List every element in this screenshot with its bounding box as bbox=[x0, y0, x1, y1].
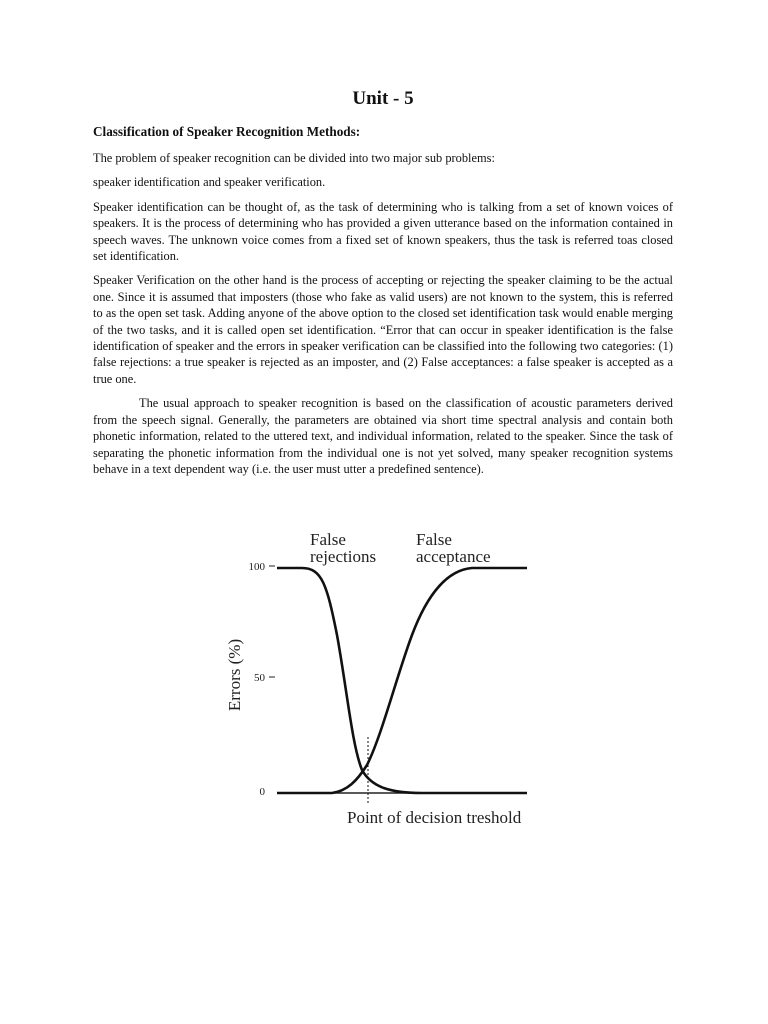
false-acceptance-curve bbox=[277, 568, 527, 793]
error-rate-figure bbox=[222, 525, 542, 830]
false-acceptance-label-line2: acceptance bbox=[416, 547, 491, 566]
false-rejections-curve bbox=[277, 568, 527, 793]
y-axis-label: Errors (%) bbox=[225, 638, 244, 712]
false-rejections-label-line1: False bbox=[310, 530, 346, 549]
y-tick-50: 50 bbox=[254, 672, 265, 684]
document-page bbox=[93, 88, 673, 485]
paragraph-1: The problem of speaker recognition can be divided into two major sub problems: bbox=[93, 151, 495, 165]
y-tick-100: 100 bbox=[248, 561, 265, 573]
error-curve-diagram bbox=[222, 525, 542, 830]
false-rejections-label-line2: rejections bbox=[310, 547, 377, 566]
page-title: Unit - 5 bbox=[352, 88, 414, 109]
x-axis-label: Point of decision treshold bbox=[347, 808, 522, 827]
paragraph-3: Speaker identification can be thought of, as the task of determining who is talking from a set of known voices of speakers. It is the process of determining who has provided a given utterance based on the information contained in speech waves. The unknown voice comes from a fixed set of known speakers, thus the task is referred toas closed set identification. bbox=[93, 199, 673, 264]
paragraph-2: speaker identification and speaker verification. bbox=[93, 175, 326, 190]
false-acceptance-label-line1: False bbox=[416, 530, 452, 549]
section-heading: Classification of Speaker Recognition Methods: bbox=[93, 124, 361, 139]
paragraph-5: The usual approach to speaker recognition is based on the classification of acoustic parameters derived from the speech signal. Generally, the parameters are obtained via short time spectral analysis and contain both phonetic information, related to the uttered text, and individual information, related to the speaker. Since the task of separating the phonetic information from the individual one is not yet solved, many speaker recognition systems behave in a text dependent way (i.e. the user must utter a predefined sentence). bbox=[93, 396, 673, 476]
y-tick-0: 0 bbox=[259, 786, 265, 798]
paragraph-4: Speaker Verification on the other hand is the process of accepting or rejecting the speaker claiming to be the actual one. Since it is assumed that imposters (those who fake as valid users) are not known to the system, this is referred to as the open set task. Adding anyone of the above option to the closed set identification task would enable merging of the two tasks, and it is called open set identification. “Error that can occur in speaker identification is the false identification of speaker and the errors in speaker verification can be classified into the following two categories: (1) false rejections: a true speaker is rejected as an imposter, and (2) False acceptances: a false speaker is accepted as a true one. bbox=[93, 273, 673, 386]
